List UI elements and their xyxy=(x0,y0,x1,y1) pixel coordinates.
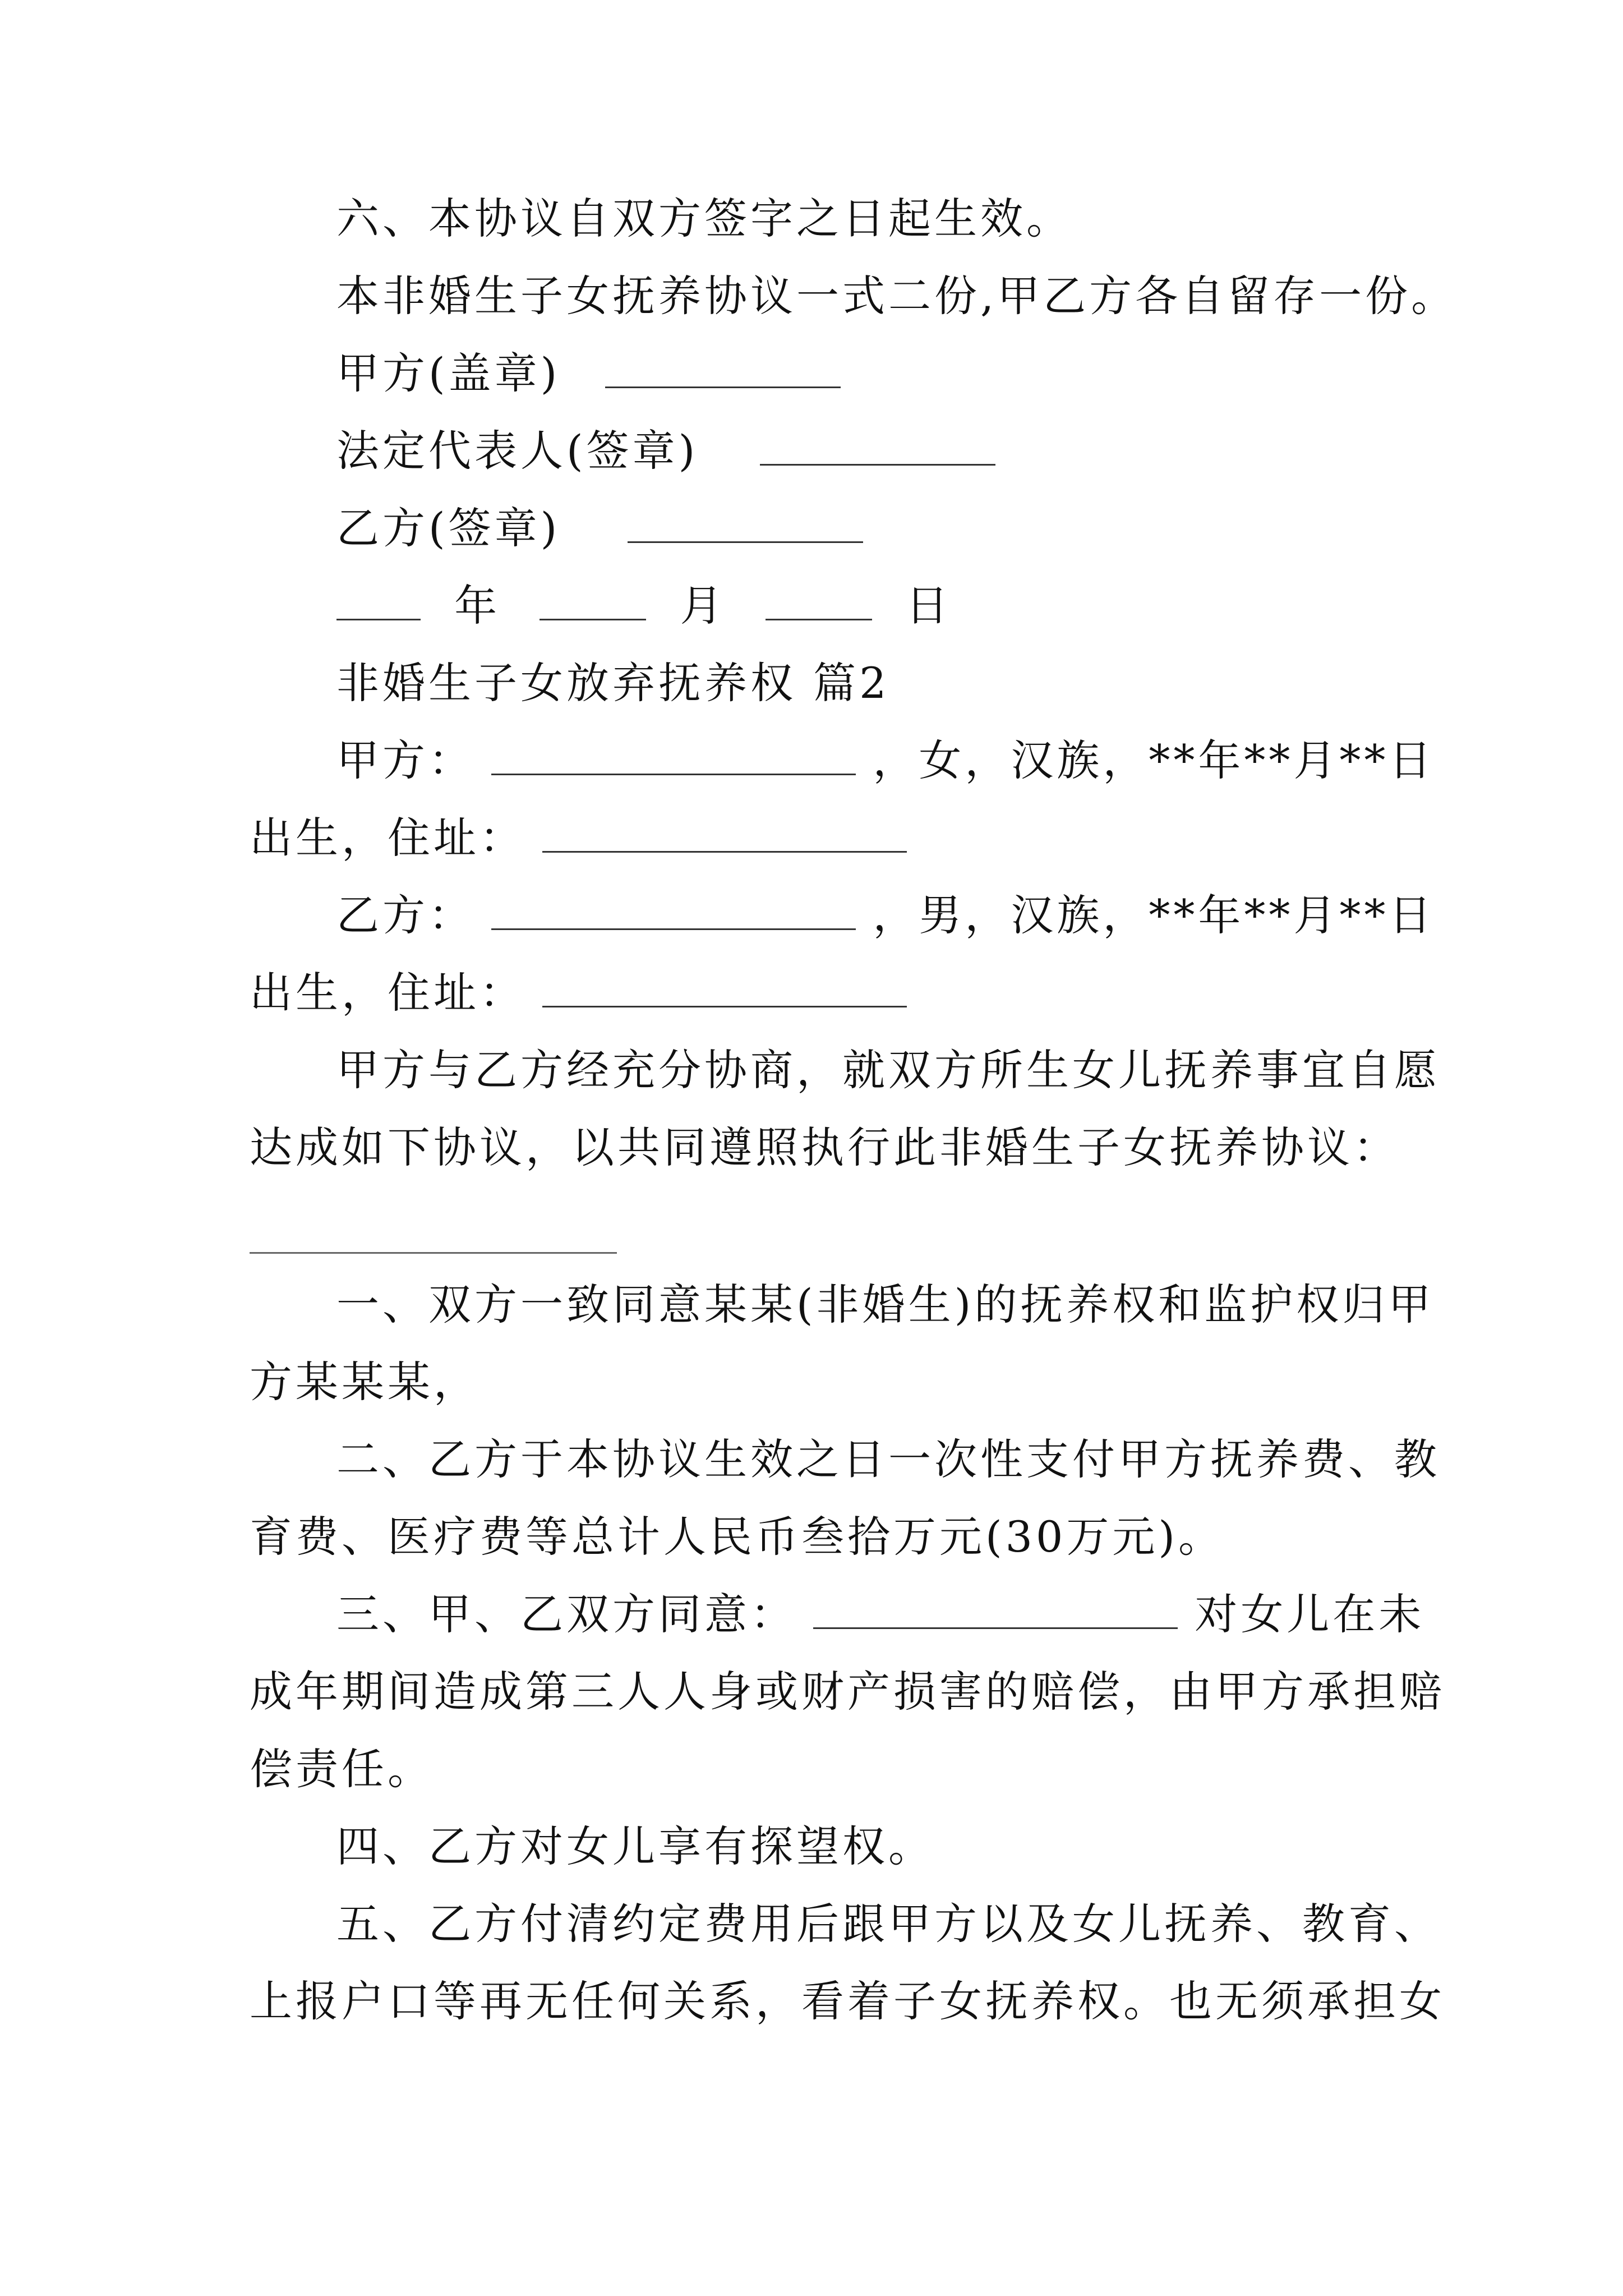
month-label: 月 xyxy=(680,581,726,631)
party-b-address-label: 出生，住址： xyxy=(250,968,525,1018)
legal-rep-blank[interactable] xyxy=(760,425,995,466)
party-a-address-line xyxy=(250,810,907,866)
party-a-name-blank[interactable] xyxy=(491,734,856,775)
article-5-line-1: 五、乙方付清约定费用后跟甲方以及女儿抚养、教育、 xyxy=(336,1899,1440,1949)
article-2-line-2: 育费、医疗费等总计人民币叁拾万元(30万元)。 xyxy=(250,1512,1225,1562)
article-5-line-2: 上报户口等再无任何关系，看着子女抚养权。也无须承担女 xyxy=(250,1976,1445,2026)
date-line xyxy=(336,578,952,634)
year-blank[interactable] xyxy=(336,579,421,620)
section-heading: 非婚生子女放弃抚养权 篇2 xyxy=(336,658,890,708)
copies-statement: 本非婚生子女抚养协议一式二份,甲乙方各自留存一份。 xyxy=(336,271,1458,321)
party-b-seal-blank[interactable] xyxy=(628,502,863,543)
party-b-address-blank[interactable] xyxy=(542,967,907,1007)
party-b-line xyxy=(336,887,1435,944)
party-a-seal-line xyxy=(336,346,841,402)
party-a-line xyxy=(336,733,1435,789)
party-b-name-blank[interactable] xyxy=(491,889,856,930)
party-a-address-label: 出生，住址： xyxy=(250,813,525,863)
article-3-tail: 对女儿在未 xyxy=(1195,1589,1425,1639)
clause-six: 六、本协议自双方签字之日起生效。 xyxy=(336,194,1072,243)
party-b-info: ，男，汉族，**年**月**日 xyxy=(873,890,1435,940)
legal-rep-line xyxy=(336,423,995,479)
party-b-seal-line xyxy=(336,500,863,556)
party-b-label: 乙方： xyxy=(336,890,474,940)
day-label: 日 xyxy=(905,581,952,631)
article-1-line-1: 一、双方一致同意某某(非婚生)的抚养权和监护权归甲 xyxy=(336,1280,1435,1329)
party-a-info: ，女，汉族，**年**月**日 xyxy=(873,735,1435,785)
article-3-blank[interactable] xyxy=(813,1588,1178,1629)
party-a-seal-blank[interactable] xyxy=(605,347,841,388)
month-blank[interactable] xyxy=(540,579,646,620)
article-1-line-2: 方某某某， xyxy=(250,1357,479,1407)
year-label: 年 xyxy=(454,581,501,631)
legal-rep-label: 法定代表人(签章) xyxy=(336,426,699,476)
party-a-label: 甲方： xyxy=(336,735,474,785)
party-b-seal-label: 乙方(签章) xyxy=(336,503,561,553)
article-4: 四、乙方对女儿享有探望权。 xyxy=(336,1821,934,1871)
party-a-address-blank[interactable] xyxy=(542,812,907,853)
intro-line-2: 达成如下协议，以共同遵照执行此非婚生子女抚养协议： xyxy=(250,1122,1399,1172)
article-3-line-3: 偿责任。 xyxy=(250,1744,434,1794)
day-blank[interactable] xyxy=(766,579,872,620)
article-3-line-2: 成年期间造成第三人人身或财产损害的赔偿，由甲方承担赔 xyxy=(250,1667,1445,1717)
article-3-lead: 三、甲、乙双方同意： xyxy=(336,1589,796,1639)
separator-line xyxy=(250,1252,617,1254)
article-2-line-1: 二、乙方于本协议生效之日一次性支付甲方抚养费、教 xyxy=(336,1434,1440,1484)
party-b-address-line xyxy=(250,965,907,1021)
article-3-line-1 xyxy=(336,1586,1424,1642)
intro-line-1: 甲方与乙方经充分协商，就双方所生女儿抚养事宜自愿 xyxy=(336,1045,1440,1095)
party-a-seal-label: 甲方(盖章) xyxy=(336,348,561,398)
